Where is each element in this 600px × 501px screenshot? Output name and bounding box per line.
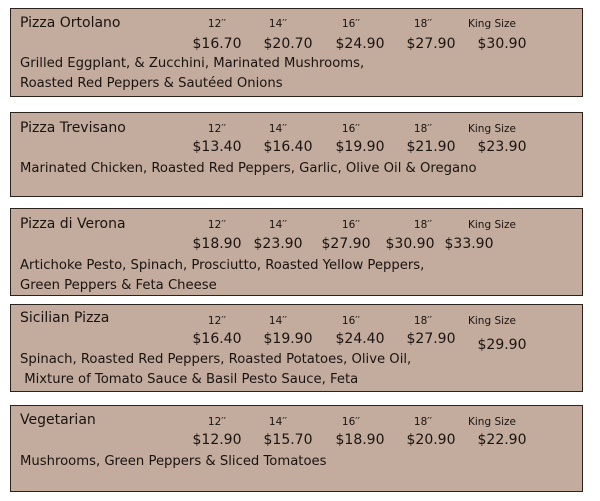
price-16: $24.40: [335, 331, 385, 347]
price-king: $33.90: [444, 236, 494, 252]
price-king: $30.90: [477, 36, 527, 52]
size-label-16: 16′′: [341, 123, 361, 135]
size-label-18: 18′′: [413, 219, 433, 231]
size-label-14: 14′′: [268, 219, 288, 231]
size-label-king: King Size: [467, 416, 516, 428]
size-label-18: 18′′: [413, 416, 433, 428]
price-18: $27.90: [406, 331, 456, 347]
size-label-18: 18′′: [413, 123, 433, 135]
pizza-name: Pizza Ortolano: [20, 15, 121, 31]
size-label-16: 16′′: [341, 219, 361, 231]
size-label-16: 16′′: [341, 416, 361, 428]
size-label-king: King Size: [467, 315, 516, 327]
description-line-2: Mixture of Tomato Sauce & Basil Pesto Sauce, Feta: [20, 372, 359, 387]
size-label-king: King Size: [467, 18, 516, 30]
price-16: $27.90: [321, 236, 371, 252]
description-line-1: Marinated Chicken, Roasted Red Peppers, Garlic, Olive Oil & Oregano: [20, 161, 477, 176]
description-line-1: Grilled Eggplant, & Zucchini, Marinated Mushrooms,: [20, 56, 365, 71]
description-line-2: Roasted Red Peppers & Sautéed Onions: [20, 76, 283, 91]
size-label-12: 12′′: [207, 219, 227, 231]
pizza-name: Pizza di Verona: [20, 216, 126, 232]
price-16: $19.90: [335, 139, 385, 155]
price-14: $19.90: [263, 331, 313, 347]
price-king: $29.90: [477, 337, 527, 353]
size-label-14: 14′′: [268, 18, 288, 30]
menu-card-vegetarian: [10, 405, 583, 492]
price-18: $30.90: [385, 236, 435, 252]
price-12: $16.40: [192, 331, 242, 347]
size-label-12: 12′′: [207, 18, 227, 30]
price-18: $21.90: [406, 139, 456, 155]
size-label-king: King Size: [467, 123, 516, 135]
price-14: $15.70: [263, 432, 313, 448]
size-label-14: 14′′: [268, 315, 288, 327]
size-label-14: 14′′: [268, 416, 288, 428]
menu-card-pizza-trevisano: [10, 112, 583, 197]
description-line-2: Green Peppers & Feta Cheese: [20, 278, 217, 293]
price-14: $20.70: [263, 36, 313, 52]
description-line-1: Artichoke Pesto, Spinach, Prosciutto, Roasted Yellow Peppers,: [20, 258, 425, 273]
pizza-name: Pizza Trevisano: [20, 120, 126, 136]
pizza-name: Sicilian Pizza: [20, 310, 110, 326]
price-12: $18.90: [192, 236, 242, 252]
size-label-12: 12′′: [207, 123, 227, 135]
price-12: $12.90: [192, 432, 242, 448]
size-label-16: 16′′: [341, 315, 361, 327]
description-line-1: Mushrooms, Green Peppers & Sliced Tomatoes: [20, 454, 327, 469]
price-18: $27.90: [406, 36, 456, 52]
menu-card-pizza-di-verona: [10, 208, 583, 296]
size-label-12: 12′′: [207, 315, 227, 327]
price-16: $18.90: [335, 432, 385, 448]
price-14: $16.40: [263, 139, 313, 155]
price-king: $23.90: [477, 139, 527, 155]
menu-card-pizza-ortolano: [10, 8, 583, 97]
price-18: $20.90: [406, 432, 456, 448]
price-14: $23.90: [253, 236, 303, 252]
price-king: $22.90: [477, 432, 527, 448]
pizza-name: Vegetarian: [20, 412, 96, 428]
size-label-16: 16′′: [341, 18, 361, 30]
menu-card-sicilian-pizza: [10, 304, 583, 392]
size-label-king: King Size: [467, 219, 516, 231]
size-label-18: 18′′: [413, 18, 433, 30]
price-16: $24.90: [335, 36, 385, 52]
description-line-1: Spinach, Roasted Red Peppers, Roasted Potatoes, Olive Oil,: [20, 352, 412, 367]
price-12: $13.40: [192, 139, 242, 155]
size-label-14: 14′′: [268, 123, 288, 135]
size-label-12: 12′′: [207, 416, 227, 428]
size-label-18: 18′′: [413, 315, 433, 327]
price-12: $16.70: [192, 36, 242, 52]
